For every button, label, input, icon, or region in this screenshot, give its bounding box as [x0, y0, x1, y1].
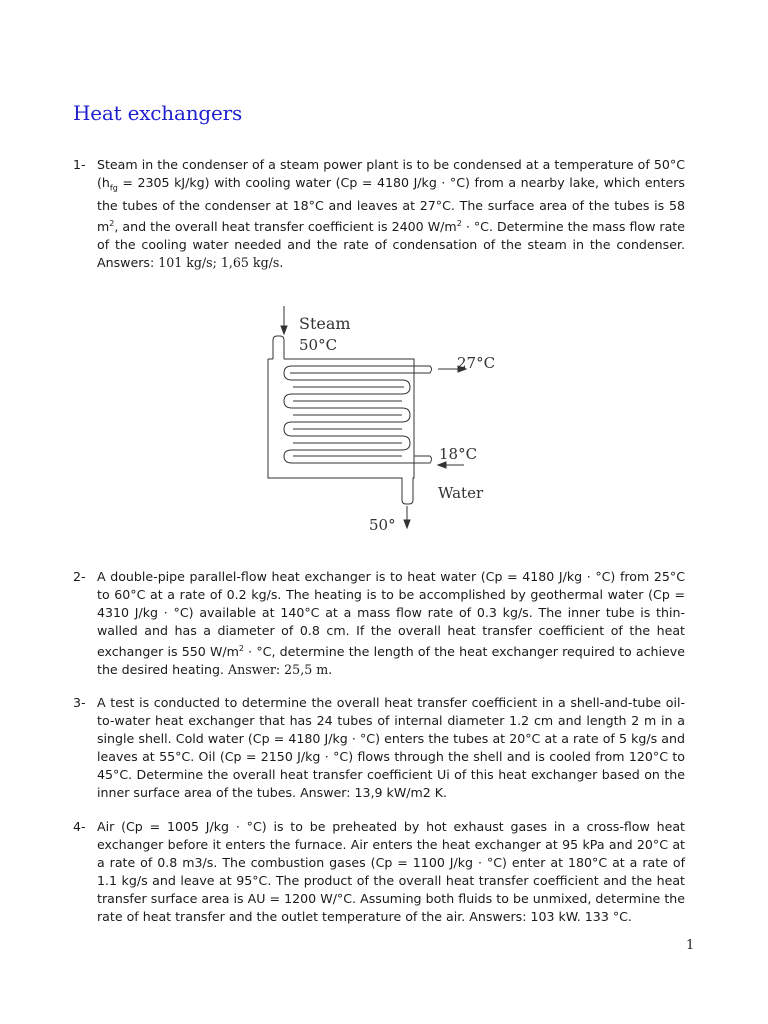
steam-arrowhead — [281, 326, 287, 334]
problem-4 — [73, 818, 685, 925]
page-title: Heat exchangers — [73, 101, 243, 125]
condenser-shell — [268, 359, 414, 504]
problem-text: Air (Cp = 1005 J/kg · °C) is to be preheated by hot exhaust gases in a cross-flow heat exchanger before it enters the furnace. Air enters the heat exchanger at 95 kPa and 20°C at a rate of 0.8 m3/s. The combustion gases (Cp = 1100 J/kg · °C) enter at 180°C at a rate of 1.1 kg/s and leave at 95°C. The product of the overall heat transfer coefficient and the heat transfer surface area is AU = 1200 W/°C. Assuming both fluids to be unmixed, determine the rate of heat transfer and the outlet temperature of the air. Answers: 103 kW. 133 °C. — [97, 819, 685, 924]
condensate-temp-label: 50° — [369, 516, 396, 534]
problem-answer: 25,5 m. — [284, 661, 333, 677]
condenser-diagram — [262, 304, 512, 539]
problem-answer: 101 kg/s; 1,65 kg/s. — [158, 255, 284, 271]
water-inlet-tube — [414, 456, 432, 463]
steam-label: Steam — [299, 314, 351, 333]
problem-number: 4- — [73, 819, 86, 834]
water-outlet-tube — [414, 366, 432, 373]
condensate-arrowhead — [404, 520, 410, 528]
problem-text: Steam in the condenser of a steam power plant is to be condensed at a temperature of 50°C ($h_{fg} = 2305$ kJ/kg) with cooling water (Cp = 4180 J/kg · °C) from a nearby lake, which enters the tubes of the condenser at 18°C and leaves at 27°C. The surface area of the tubes is 58 $m^2$, and the overall heat transfer coefficient is 2400 $W/m^2 \cdot ^\circ C$. Determine the mass flow rate of the cooling water needed and the rate of condensation of the steam in the condenser. Answers: 101 kg/s; 1,65 kg/s. — [97, 157, 685, 271]
problem-3 — [73, 694, 685, 801]
problem-1 — [73, 156, 685, 272]
problem-2 — [73, 568, 685, 679]
water-label: Water — [438, 484, 484, 502]
page-number: 1 — [686, 938, 695, 953]
problem-text: A double-pipe parallel-flow heat exchanger is to heat water (Cp = 4180 J/kg · °C) from 25°C to 60°C at a rate of 0.2 kg/s. The heating is to be accomplished by geothermal water (Cp = 4310 J/kg · °C) available at 140°C at a mass flow rate of 0.3 kg/s. The inner tube is thin-walled and has a diameter of 0.8 cm. If the overall heat transfer coefficient of the heat exchanger is 550 $W/m^2 \cdot ^\circ C$, determine the length of the heat exchanger required to achieve the desired heating. Answer: 25,5 m. — [97, 569, 685, 677]
problem-number: 2- — [73, 569, 86, 584]
steam-temp-label: 50°C — [299, 336, 338, 354]
steam-inlet-pipe — [273, 336, 284, 359]
problem-number: 1- — [73, 157, 86, 172]
problem-number: 3- — [73, 695, 86, 710]
problem-text: A test is conducted to determine the overall heat transfer coefficient in a shell-and-tube oil-to-water heat exchanger that has 24 tubes of internal diameter 1.2 cm and length 2 m in a single shell. Cold water (Cp = 4180 J/kg · °C) enters the tubes at 20°C at a rate of 5 kg/s and leaves at 55°C. Oil (Cp = 2150 J/kg · °C) flows through the shell and is cooled from 120°C to 45°C. Determine the overall heat transfer coefficient Ui of this heat exchanger based on the inner surface area of the tubes. Answer: 13,9 kW/m2 K. — [97, 695, 685, 800]
water-in-temp-label: 18°C — [439, 445, 478, 463]
water-out-temp-label: 27°C — [457, 354, 496, 372]
